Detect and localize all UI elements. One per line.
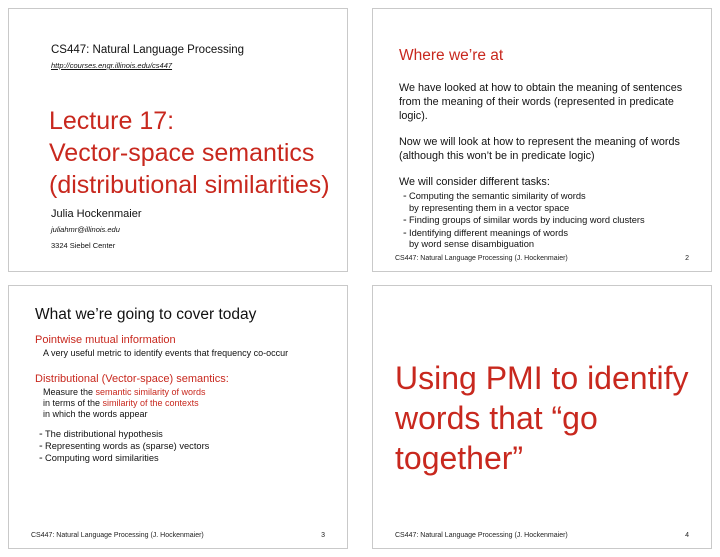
list-item — [403, 226, 699, 251]
task-line: Computing the semantic similarity of words — [409, 191, 586, 201]
topic-text: Representing words as (sparse) vectors — [45, 441, 210, 451]
dash-bullet: - — [403, 214, 407, 226]
dash-bullet: - — [39, 428, 43, 440]
slide-footer — [395, 532, 689, 539]
desc-highlight: similarity of the contexts — [102, 398, 199, 408]
section-title: Distributional (Vector-space) semantics: — [35, 373, 229, 385]
desc-text: in which the words appear — [43, 409, 148, 419]
footer-text: CS447: Natural Language Processing (J. Hockenmaier) — [395, 532, 568, 539]
author-email: juliahmr@illinois.edu — [51, 225, 120, 234]
section-description: A very useful metric to identify events that frequency co-occur — [43, 348, 289, 358]
slide-4 — [372, 285, 712, 549]
desc-text: in terms of the — [43, 398, 103, 408]
slide-heading: What we’re going to cover today — [35, 306, 257, 323]
dash-bullet: - — [39, 440, 43, 452]
tasks-list — [399, 191, 699, 251]
footer-text: CS447: Natural Language Processing (J. Hockenmaier) — [31, 532, 204, 539]
list-item — [39, 440, 335, 452]
section-description — [43, 387, 335, 420]
task-line: Identifying different meanings of words — [409, 227, 569, 238]
task-subline: by word sense disambiguation — [409, 239, 535, 249]
tasks-intro: We will consider different tasks: — [399, 176, 550, 188]
topics-list — [39, 428, 335, 464]
topic-text: Computing word similarities — [45, 453, 159, 463]
task-subline: by representing them in a vector space — [409, 202, 570, 213]
slide-3 — [8, 285, 348, 549]
topic-text: The distributional hypothesis — [45, 429, 163, 439]
slide-body — [399, 81, 699, 252]
dash-bullet: - — [403, 190, 407, 202]
lecture-title-line-2: Vector-space semantics — [49, 139, 315, 167]
author-office: 3324 Siebel Center — [51, 241, 116, 250]
slide-2 — [372, 8, 712, 272]
page-number: 4 — [685, 532, 689, 539]
lecture-title-line-1: Lecture 17: — [49, 107, 175, 135]
paragraph: Now we will look at how to represent the meaning of words (although this won’t be in predicate logic) — [399, 136, 680, 162]
list-item — [403, 190, 699, 214]
footer-text: CS447: Natural Language Processing (J. Hockenmaier) — [395, 255, 568, 262]
author-name: Julia Hockenmaier — [51, 208, 142, 220]
dash-bullet: - — [403, 226, 407, 239]
list-item — [39, 452, 335, 464]
page-number: 3 — [321, 532, 325, 539]
slide-1 — [8, 8, 348, 272]
lecture-title-line-3: (distributional similarities) — [49, 171, 330, 199]
page-number: 2 — [685, 255, 689, 262]
desc-text: Measure the — [43, 387, 96, 397]
section-title-slide: Using PMI to identify words that “go together” — [395, 360, 689, 476]
slide-body — [35, 334, 335, 464]
course-name: CS447: Natural Language Processing — [51, 44, 245, 56]
desc-highlight: semantic similarity of words — [95, 387, 206, 397]
dash-bullet: - — [39, 452, 43, 464]
course-url-link[interactable]: http://courses.engr.illinois.edu/cs447 — [51, 61, 173, 70]
lecture-title — [49, 105, 330, 201]
paragraph: We have looked at how to obtain the meaning of sentences from the meaning of their words (represented in predicate logic). — [399, 82, 683, 122]
section-title: Pointwise mutual information — [35, 334, 176, 346]
task-line: Finding groups of similar words by inducing word clusters — [409, 215, 645, 225]
list-item — [403, 214, 699, 227]
list-item — [39, 428, 335, 440]
slide-heading: Where we’re at — [399, 47, 504, 64]
slide-footer — [395, 255, 689, 262]
slide-footer — [31, 532, 325, 539]
